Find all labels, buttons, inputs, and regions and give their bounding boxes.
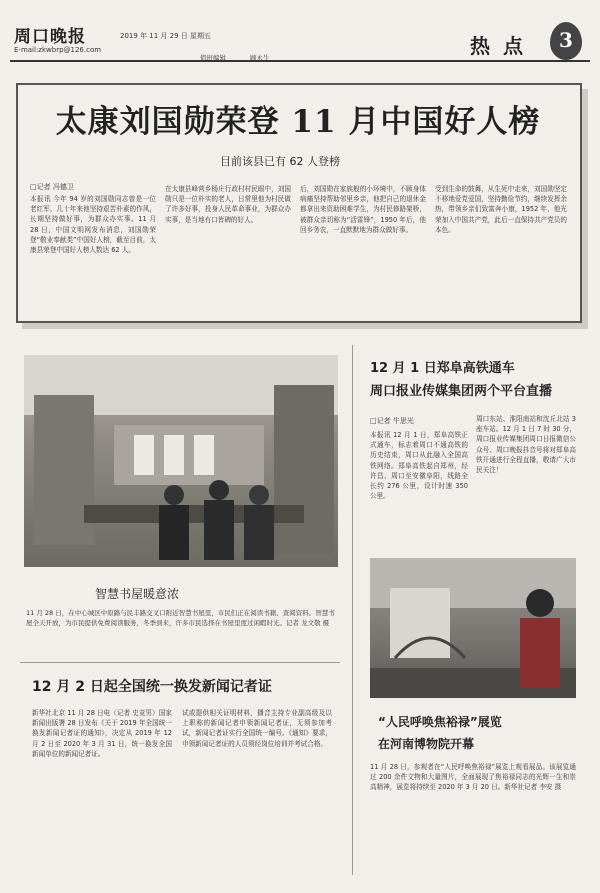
- photo-caption-title: 智慧书屋暖意浓: [95, 587, 180, 601]
- rail-column-2: 周口东站、淮阳南站和沈丘北站 3 座车站。12 月 1 日 7 时 30 分，周口报业传媒集团周口日报微信公众号、周口晚报抖音号将对郑阜高铁开通进行全程直播，敬请广大市民关注！: [476, 415, 576, 475]
- lead-byline: □记者 冯德卫: [30, 183, 74, 191]
- section-divider: [20, 662, 340, 663]
- press-card-column-1: 新华社北京 11 月 28 日电（记者 史竞男）国家新闻出版署 28 日发布《关于 2019 年全国统一换发新闻记者证的通知》，决定从 2019 年 12 月 2 日至 2020 年 3 月 31 日，统一换发全国新闻单位的新闻记者证。: [32, 709, 172, 758]
- lead-column-1: 本报讯 今年 94 岁的刘国勋同志曾是一位老红军，几十年来他坚持艰苦朴素的作风，长期坚持做好事，为群众办实事。11 月 28 日，中国文明网发布消息，刘国勋荣登“敬业奉献类”中国好人榜，截至目前，太康县荣登中国好人榜人数达 62 人。: [30, 195, 156, 255]
- proofreader: 顾永生: [250, 54, 270, 62]
- header-rule: [10, 60, 590, 62]
- rail-headline-line-1: 12 月 1 日郑阜高铁通车: [370, 361, 515, 376]
- column-divider: [352, 345, 353, 875]
- rail-headline-line-2: 周口报业传媒集团两个平台直播: [370, 384, 553, 399]
- photo-caption-text: 11 月 28 日，在中心城区中原路与民丰路交叉口附近智慧书屋里，市民们正在阅读书籍、查阅资料。智慧书屋全天开放，为市民提供免费阅读服务，冬季到来，许多市民选择在书屋里度过闲暇时光。记者 龙文敬 摄: [26, 609, 335, 627]
- expo-photo: [370, 558, 576, 698]
- masthead-email: E-mail:zkwbrp@126.com: [14, 46, 102, 54]
- lead-column-4: 受到生命的鼓舞，从生死中走来，刘国勋坚定不移地爱党爱国，坚持勤俭节约，继续发挥余热，带领乡亲们致富奔小康，1952 年，他光荣加入中国共产党，此后一直保持共产党员的本色。: [435, 185, 567, 234]
- bookstore-photo: [24, 355, 338, 567]
- bookstore-photo-illustration: [24, 355, 338, 567]
- expo-headline-line-1: “人民呼唤焦裕禄”展览: [378, 715, 502, 729]
- press-card-column-2: 试或提供相关证明材料，播音主持专业副高级及以上职称的新闻记者申领新闻记者证，无须参加考试，新闻记者证实行全国统一编号。《通知》要求，申领新闻记者证的人员须经岗位培训并考试合格。: [182, 709, 332, 748]
- expo-photo-illustration: [370, 558, 576, 698]
- expo-body-text: 11 月 28 日，参观者在“人民呼唤焦裕禄”展览上观看展品。该展览通过 200 余件文物和大量图片，全面展现了焦裕禄同志的光辉一生和崇高精神，展览将持续至 2020 年 3 月 20 日。新华社记者 李安 摄: [370, 763, 576, 792]
- masthead-logo: 周口晚报: [14, 27, 86, 47]
- rail-byline: □记者 牛思光: [370, 417, 414, 425]
- page-number-badge: 3: [550, 22, 582, 60]
- section-title: 热 点: [470, 34, 526, 58]
- issue-date: 2019 年 11 月 29 日 星期五: [120, 32, 211, 40]
- lead-headline: 太康刘国勋荣登 11 月中国好人榜: [55, 104, 541, 140]
- lead-subhead: 目前该县已有 62 人登榜: [220, 155, 340, 168]
- duty-editor: 值班编辑: [200, 54, 226, 62]
- press-card-headline: 12 月 2 日起全国统一换发新闻记者证: [32, 679, 272, 695]
- rail-column-1: 本报讯 12 月 1 日，郑阜高铁正式通车，标志着周口不通高铁的历史结束，周口从此融入全国高铁网络。郑阜高铁起自郑州，经许昌、周口至安徽阜阳，线路全长约 276 公里，设计时速 350 公里。: [370, 431, 468, 501]
- lead-column-2: 在太康县峰营乡杨庄行政村村民眼中，刘国勋只是一位朴实的老人，日常里他为村民做了许多好事，投身人民革命事业，为群众办实事，是当地有口皆碑的好人。: [165, 185, 291, 224]
- lead-column-3: 后，刘国勋在家族般的小环境中，不顾身体病痛坚持帮助邻里乡亲，他把自己的退休金都拿出来资助困难学生，为村民修路架桥，被群众亲切称为“活雷锋”，1950 年后，他回乡务农，一直默默地为群众做好事。: [300, 185, 426, 234]
- expo-headline-line-2: 在河南博物院开幕: [378, 737, 475, 751]
